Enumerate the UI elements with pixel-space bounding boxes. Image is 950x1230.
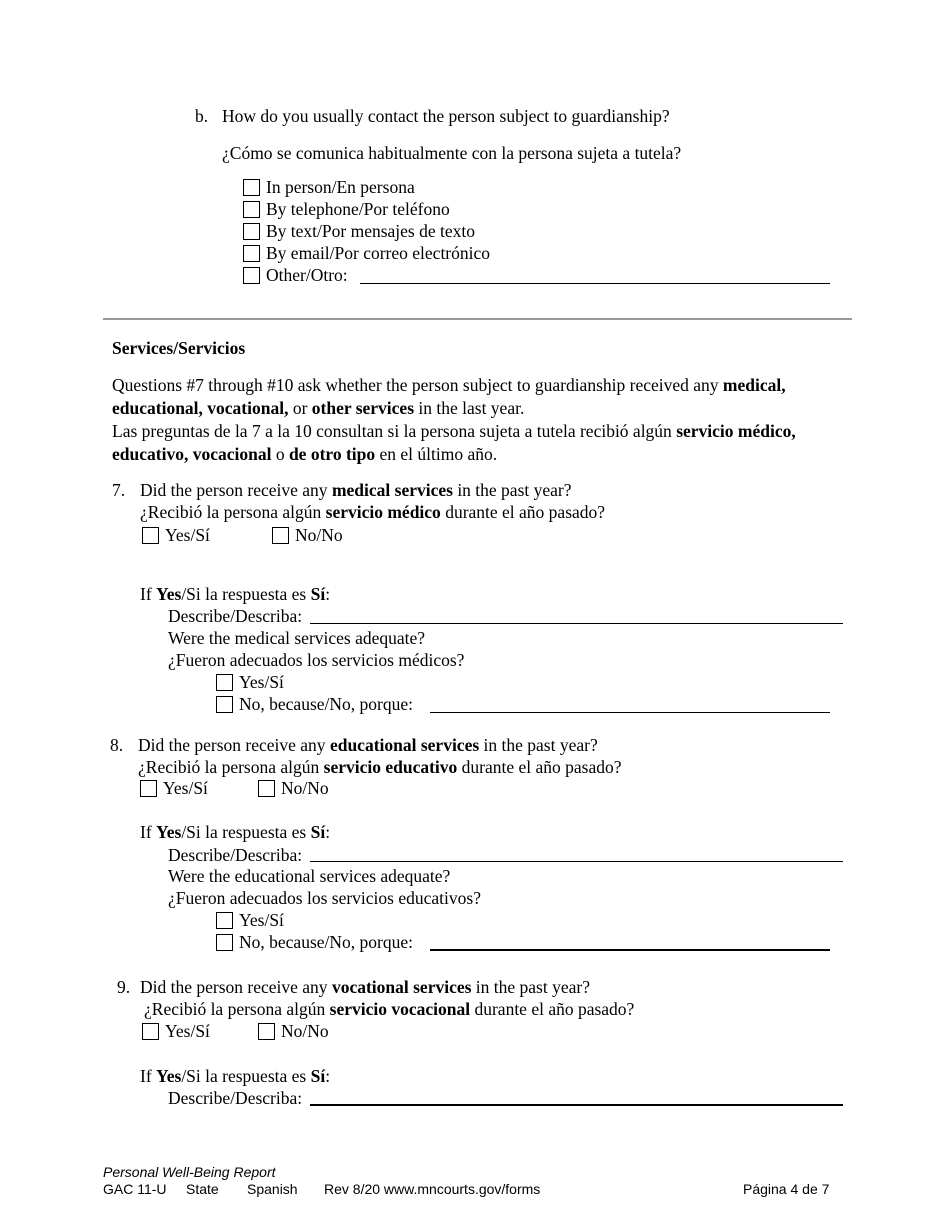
services-heading: Services/Servicios: [112, 338, 246, 358]
q9-question-es: ¿Recibió la persona algún servicio vocacional durante el año pasado?: [144, 999, 635, 1019]
other-field[interactable]: [360, 283, 830, 284]
q8-adequate-yes[interactable]: Yes/Sí: [216, 910, 284, 931]
q7-question-es: ¿Recibió la persona algún servicio médico durante el año pasado?: [140, 502, 606, 522]
checkbox[interactable]: [216, 696, 233, 713]
q7-question-en: Did the person receive any medical services in the past year?: [140, 480, 572, 500]
checkbox[interactable]: [216, 912, 233, 929]
q7-if-yes: If Yes/Si la respuesta es Sí:: [140, 584, 331, 604]
q8-adequate-es: ¿Fueron adecuados los servicios educativos?: [168, 888, 481, 908]
checkbox[interactable]: [142, 527, 159, 544]
checkbox[interactable]: [243, 267, 260, 284]
q9-no-option[interactable]: No/No: [258, 1021, 329, 1042]
q8-no-because-field[interactable]: [430, 949, 830, 951]
q7-describe-field[interactable]: [310, 623, 843, 624]
q9-number: 9.: [117, 977, 131, 997]
checkbox[interactable]: [140, 780, 157, 797]
option-other[interactable]: Other/Otro:: [243, 265, 348, 286]
checkbox[interactable]: [142, 1023, 159, 1040]
section-divider: [103, 318, 852, 320]
option-email[interactable]: By email/Por correo electrónico: [243, 243, 490, 264]
q9-describe-label: Describe/Describa:: [168, 1088, 303, 1108]
q8-question-es: ¿Recibió la persona algún servicio educativo durante el año pasado?: [138, 757, 622, 777]
footer-revision: Rev 8/20 www.mncourts.gov/forms: [324, 1181, 541, 1197]
q8-if-yes: If Yes/Si la respuesta es Sí:: [140, 822, 331, 842]
q8-no-option[interactable]: No/No: [258, 778, 329, 799]
q7-adequate-no[interactable]: No, because/No, porque:: [216, 694, 413, 715]
q8-number: 8.: [110, 735, 124, 755]
checkbox[interactable]: [258, 780, 275, 797]
q8-describe-field[interactable]: [310, 861, 843, 862]
q7-yes-option[interactable]: Yes/Sí: [142, 525, 210, 546]
q8-adequate-no[interactable]: No, because/No, porque:: [216, 932, 413, 953]
q6b-number: b.: [195, 106, 209, 126]
q7-adequate-es: ¿Fueron adecuados los servicios médicos?: [168, 650, 465, 670]
footer-state: State: [186, 1181, 219, 1197]
q7-describe-label: Describe/Describa:: [168, 606, 303, 626]
option-in-person[interactable]: In person/En persona: [243, 177, 415, 198]
checkbox[interactable]: [216, 674, 233, 691]
services-intro-es: Las preguntas de la 7 a la 10 consultan si la persona sujeta a tutela recibió algún servicio médico, educativo, vocacional o de otro tipo en el último año.: [112, 421, 796, 464]
option-telephone[interactable]: By telephone/Por teléfono: [243, 199, 450, 220]
footer-page-number: Página 4 de 7: [743, 1181, 830, 1197]
q8-question-en: Did the person receive any educational services in the past year?: [138, 735, 598, 755]
checkbox[interactable]: [272, 527, 289, 544]
q7-number: 7.: [112, 480, 126, 500]
services-intro-en: Questions #7 through #10 ask whether the person subject to guardianship received any medical, educational, vocational, or other services in the last year.: [112, 375, 786, 418]
checkbox[interactable]: [243, 201, 260, 218]
footer-form-number: GAC 11-U: [103, 1181, 167, 1197]
q9-describe-field[interactable]: [310, 1104, 843, 1106]
q7-adequate-en: Were the medical services adequate?: [168, 628, 426, 648]
checkbox[interactable]: [216, 934, 233, 951]
q9-if-yes: If Yes/Si la respuesta es Sí:: [140, 1066, 331, 1086]
q9-yes-option[interactable]: Yes/Sí: [142, 1021, 210, 1042]
q6b-question-es: ¿Cómo se comunica habitualmente con la persona sujeta a tutela?: [222, 143, 682, 163]
footer-title: Personal Well-Being Report: [103, 1164, 276, 1180]
q6b-question-en: How do you usually contact the person subject to guardianship?: [222, 106, 670, 126]
q7-no-option[interactable]: No/No: [272, 525, 343, 546]
checkbox[interactable]: [243, 245, 260, 262]
checkbox[interactable]: [243, 179, 260, 196]
footer-language: Spanish: [247, 1181, 298, 1197]
option-text[interactable]: By text/Por mensajes de texto: [243, 221, 475, 242]
q7-no-because-field[interactable]: [430, 712, 830, 713]
checkbox[interactable]: [243, 223, 260, 240]
checkbox[interactable]: [258, 1023, 275, 1040]
q8-yes-option[interactable]: Yes/Sí: [140, 778, 208, 799]
q8-adequate-en: Were the educational services adequate?: [168, 866, 451, 886]
q9-question-en: Did the person receive any vocational services in the past year?: [140, 977, 590, 997]
q7-adequate-yes[interactable]: Yes/Sí: [216, 672, 284, 693]
q8-describe-label: Describe/Describa:: [168, 845, 303, 865]
